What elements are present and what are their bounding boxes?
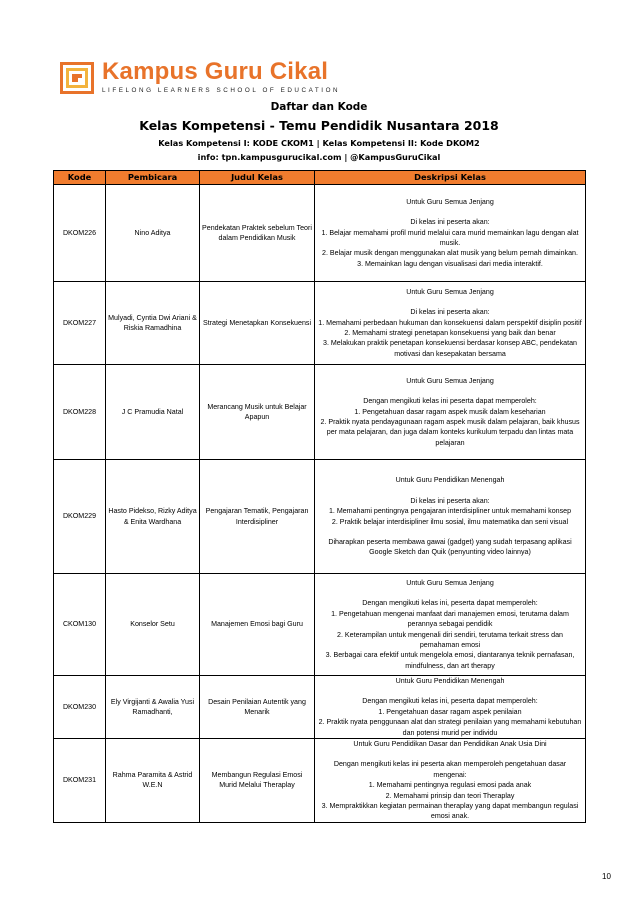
description-line: 2. Praktik nyata penggunaan alat dan strategi penilaian yang memahami kebutuhan dan potensi murid per individu [318,718,582,737]
audience-label: Untuk Guru Semua Jenjang [406,287,494,296]
page-subtitle: Kelas Kompetensi - Temu Pendidik Nusantara 2018 [139,118,499,133]
description-line: Di kelas ini peserta akan: [410,308,490,317]
description-line: 3. Mempraktikkan kegiatan permainan theraplay yang dapat membangun regulasi emosi anak. [321,802,579,821]
description-line: Diharapkan peserta membawa gawai (gadget) yang sudah terpasang aplikasi Google Sketch dan Quik (penyunting video lainnya) [328,537,572,557]
description-line: Di kelas ini peserta akan: [410,218,490,227]
description-line: Dengan mengikuti kelas ini peserta dapat memperoleh: [363,397,537,406]
description-line: Dengan mengikuti kelas ini, peserta dapat memperoleh: [362,599,538,608]
logo-name: Kampus Guru Cikal [102,58,329,85]
cell-pembicara: Rahma Paramita & Astrid W.E.N [106,739,200,823]
logo-mark-icon [60,62,94,94]
cell-judul: Manajemen Emosi bagi Guru [200,574,315,676]
table-header-row [54,171,586,185]
description-line: 2. Memahami prinsip dan teori Theraplay [385,791,515,800]
cell-deskripsi [315,676,586,739]
description-line: 3. Berbagai cara efektif untuk mengelola emosi, diantaranya teknik pernafasan, mindfulness, dan art therapy [325,651,575,670]
page-title: Daftar dan Kode [270,101,368,113]
cell-kode: DKOM230 [54,676,106,739]
description-line: 1. Belajar memahami profil murid melalui cara murid memainkan lagu dengan alat musik. [321,228,579,247]
cell-pembicara: Mulyadi, Cyntia Dwi Ariani & Riskia Ramadhina [106,282,200,365]
cell-kode: CKOM130 [54,574,106,676]
spacer [317,686,583,696]
cell-pembicara: Ely Virgijanti & Awalia Yusi Ramadhanti, [106,676,200,739]
cell-deskripsi [315,574,586,676]
spacer [317,386,583,396]
column-header-pembicara: Pembicara [106,171,200,185]
description-line: 2. Praktik belajar interdisipliner ilmu sosial, ilmu matematika dan seni visual [331,517,569,526]
cell-pembicara: Nino Aditya [106,185,200,282]
audience-label: Untuk Guru Pendidikan Menengah [395,677,505,685]
description-line: 1. Memahami perbedaan hukuman dan konsekuensi dalam perspektif disiplin positif [318,318,582,327]
description-line: 3. Melakukan praktik penetapan konsekuensi berdasar konsep ABC, pendekatan motivasi dan kesepakatan bersama [323,339,577,358]
description-line: Di kelas ini peserta akan: [410,496,490,505]
audience-label: Untuk Guru Semua Jenjang [406,376,494,385]
audience-label: Untuk Guru Pendidikan Dasar dan Pendidikan Anak Usia Dini [353,740,547,749]
cell-judul: Membangun Regulasi Emosi Murid Melalui Theraplay [200,739,315,823]
description-line: 3. Memainkan lagu dengan visualisasi dari media interaktif. [357,259,543,268]
table-row [54,185,586,282]
audience-label: Untuk Guru Semua Jenjang [406,197,494,206]
cell-kode: DKOM226 [54,185,106,282]
contact-info: info: tpn.kampusgurucikal.com | @KampusGuruCikal [197,152,441,162]
cell-kode: DKOM229 [54,460,106,574]
description-line: 2. Praktik nyata pendayagunaan ragam aspek musik dalam pelajaran, baik khusus per mata pelajaran, dan juga dalam konteks kurikulum terpadu dan lintas mata pelajaran [320,418,580,447]
spacer [317,749,583,759]
logo [60,60,340,94]
cell-judul: Desain Penilaian Autentik yang Menarik [200,676,315,739]
table-row [54,676,586,739]
description-line: 1. Pengetahuan dasar ragam aspek penilaian [378,707,522,716]
cell-deskripsi [315,739,586,823]
description-line: 1. Memahami pentingnya regulasi emosi pada anak [368,781,532,790]
table-row [54,282,586,365]
cell-pembicara: Hasto Pidekso, Rizky Aditya & Enita Wardhana [106,460,200,574]
cell-kode: DKOM228 [54,365,106,460]
table-row [54,460,586,574]
cell-judul: Pengajaran Tematik, Pengajaran Interdisipliner [200,460,315,574]
class-table [53,170,586,823]
cell-deskripsi [315,282,586,365]
cell-pembicara: Konselor Setu [106,574,200,676]
audience-label: Untuk Guru Pendidikan Menengah [395,476,505,485]
cell-judul: Merancang Musik untuk Belajar Apapun [200,365,315,460]
spacer [317,486,583,496]
table-row [54,365,586,460]
description-line: 1. Pengetahuan dasar ragam aspek musik dalam keseharian [354,407,546,416]
spacer [317,527,583,537]
cell-kode: DKOM227 [54,282,106,365]
description-line: Dengan mengikuti kelas ini, peserta dapat memperoleh: [362,697,538,706]
table-row [54,574,586,676]
class-codes: Kelas Kompetensi I: KODE CKOM1 | Kelas Kompetensi II: Kode DKOM2 [158,138,480,148]
cell-judul: Strategi Menetapkan Konsekuensi [200,282,315,365]
description-line: 2. Keterampilan untuk mengenali diri sendiri, terutama terkait stress dan pemahaman emosi [337,630,563,649]
spacer [317,207,583,217]
cell-judul: Pendekatan Praktek sebelum Teori dalam Pendidikan Musik [200,185,315,282]
cell-kode: DKOM231 [54,739,106,823]
cell-pembicara: J C Pramudia Natal [106,365,200,460]
cell-deskripsi [315,185,586,282]
description-line: Dengan mengikuti kelas ini peserta akan memperoleh pengetahuan dasar mengenai: [333,760,567,779]
column-header-deskripsi: Deskripsi Kelas [315,171,586,185]
cell-deskripsi [315,460,586,574]
cell-deskripsi [315,365,586,460]
spacer [317,297,583,307]
column-header-judul: Judul Kelas [200,171,315,185]
description-line: 1. Memahami pentingnya pengajaran interdisipliner untuk memahami konsep [328,507,572,516]
description-line: 2. Belajar musik dengan menggunakan alat musik yang belum pernah dimainkan. [322,249,578,258]
column-header-kode: Kode [54,171,106,185]
audience-label: Untuk Guru Semua Jenjang [406,578,494,587]
page-number: 10 [602,872,611,881]
logo-tagline: LIFELONG LEARNERS SCHOOL OF EDUCATION [102,87,341,94]
table-row [54,739,586,823]
spacer [317,588,583,598]
description-line: 1. Pengetahuan mengenai manfaat dari manajemen emosi, terutama dalam perannya sebagai pendidik [331,609,569,629]
description-line: 2. Memahami strategi penetapan konsekuensi yang baik dan benar [344,329,556,337]
